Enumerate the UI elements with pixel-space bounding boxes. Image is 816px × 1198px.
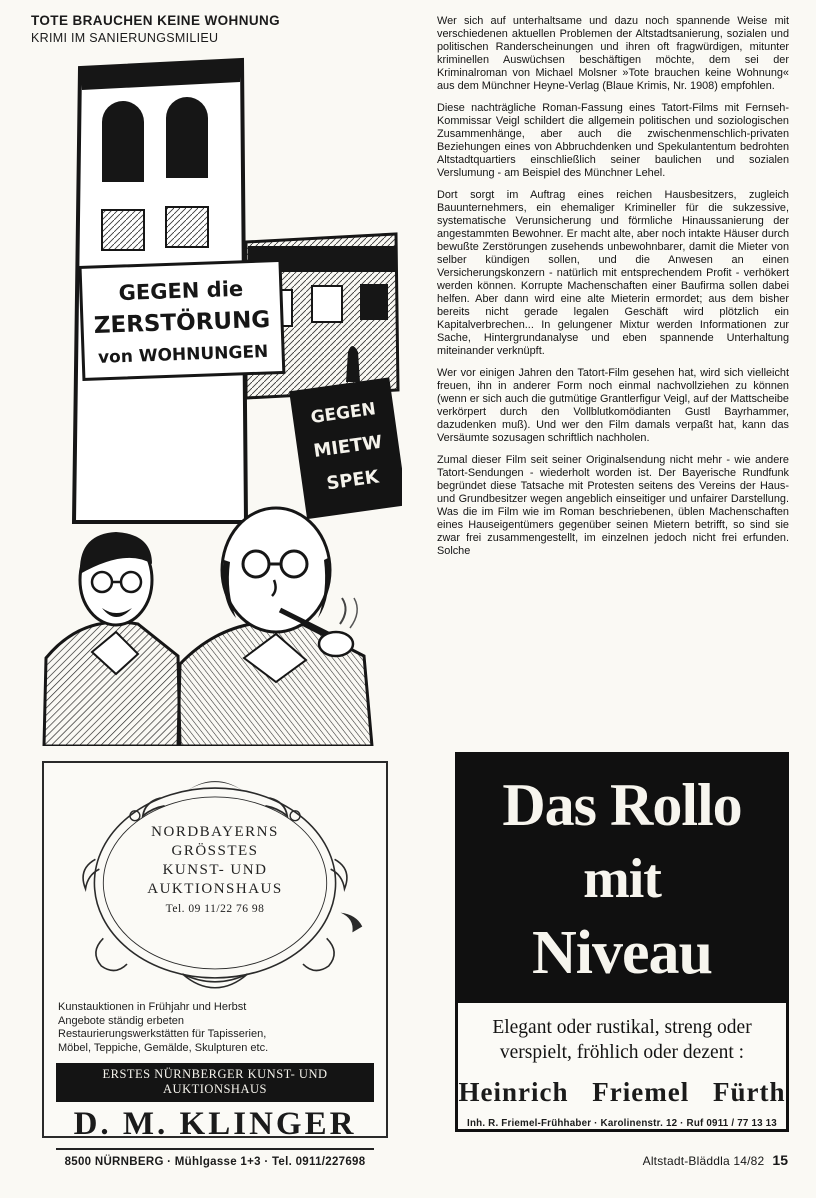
banner2-text-line2: MIETW (312, 431, 384, 462)
klinger-phone: Tel. 09 11/22 76 98 (165, 903, 265, 915)
paragraph-4: Wer vor einigen Jahren den Tatort-Film gesehen hat, wird sich vielleicht freuen, ihn in anderer Form noch einmal nachvollziehen zu können (wenn er sich auch die gutmütige Grantlerfigur Veigl, auf der Mattscheibe verkörpert durch den Vollblutkomödianten Gustl Bayrhammer, dazudenken muß). Und wer den Film damals verpaßt hat, kann das Versäumte sozusagen schriftlich nachholen. (437, 367, 789, 444)
paragraph-3: Dort sorgt im Auftrag eines reichen Hausbesitzers, zugleich Bauunternehmers, ein ehemaliger Krimineller für die sukzessive, systematische Verunsicherung und förmliche Hinaussanierung der angestammten Bewohner. Er macht alte, aber noch intakte Häuser durch bewußte Zerstörungen zusehends unbewohnbarer, damit die Mieter von selber kündigen sollen, und die Anwesen an einen Versicherungskonzern - natürlich mit entsprechendem Profit - verhökert werden können. Korrupte Machenschaften einer Baufirma sollen dabei helfen. Aber dann wird eine alte Mieterin ermordet; aus dem bisher bereits nicht gerade legalen Geschäft wird plötzlich ein Kapitalverbrechen... In gelungener Mixtur werden Informationen zur Sache, Hintergrundanalyse und eben spannende Unterhaltung miteinander verknüpft. (437, 189, 789, 357)
protest-drawing-illustration (30, 52, 402, 746)
klinger-body-text (58, 1001, 372, 1055)
klinger-band: ERSTES NÜRNBERGER KUNST- UND AUKTIONSHAUS (56, 1063, 374, 1102)
page-number: 15 (772, 1152, 788, 1168)
paragraph-5: Zumal dieser Film seit seiner Originalsendung nicht mehr - wie andere Tatort-Sendungen - wiederholt worden ist. Der Bayerische Rundfunk begründet diese Tatsache mit Protesten seitens des Vereins der Haus- und Grundbesitzer wegen angeblich einseitiger und unfairer Darstellung. Was die im Film wie im Roman beschriebenen, üblen Machenschaften eines Hauseigentümers gegenüber seinen Mietern betrifft, so sind sie zwar frei zusammengestellt, im einzelnen jedoch nicht frei erfunden. Solche (437, 454, 789, 557)
paragraph-1: Wer sich auf unterhaltsame und dazu noch spannende Weise mit verschiedenen aktuellen Problemen der Altstadtsanierung, sozialen und politischen Randerscheinungen und ihren oft fragwürdigen, mitunter kriminellen Auswüchsen beschäftigen möchte, dem sei der Kriminalroman von Michael Molsner »Tote brauchen keine Wohnung« aus dem Münchner Heyne-Verlag (Blaue Krimis, Nr. 1908) empfohlen. (437, 15, 789, 92)
rollo-headline-block (458, 755, 786, 1003)
rollo-tagline-line2: verspielt, fröhlich oder dezent : (499, 1042, 745, 1063)
klinger-divider (56, 1148, 374, 1150)
klinger-body-line4: Möbel, Teppiche, Gemälde, Skulpturen etc. (58, 1041, 269, 1054)
article-title: TOTE BRAUCHEN KEINE WOHNUNG (31, 13, 281, 28)
man-with-mustache (44, 532, 180, 746)
banner2-text-line3: SPEK (325, 466, 381, 495)
article-illustration (30, 52, 402, 746)
article-subtitle: KRIMI IM SANIERUNGSMILIEU (31, 31, 219, 45)
rollo-info-block (458, 1003, 786, 1129)
klinger-advertisement (42, 761, 388, 1168)
klinger-header-line2: GRÖSSTES (171, 843, 259, 859)
page-footer (643, 1152, 788, 1168)
klinger-company-name: D. M. KLINGER (73, 1106, 357, 1142)
klinger-header-line1: NORDBAYERNS (151, 824, 279, 840)
klinger-body-line1: Kunstauktionen in Frühjahr und Herbst (58, 1001, 247, 1013)
magazine-title: Altstadt-Bläddla 14/82 (642, 1154, 765, 1168)
protest-banner-main (80, 260, 284, 379)
window-dark-left (102, 101, 144, 182)
window-dark-right (166, 97, 208, 178)
klinger-body-line2: Angebote ständig erbeten (58, 1014, 184, 1027)
rollo-company-name: Heinrich Friemel Fürth (458, 1077, 786, 1107)
klinger-header-line4: AUKTIONSHAUS (147, 881, 283, 897)
rollo-contact-details: Inh. R. Friemel-Frühhaber · Karolinenstr. 12 · Ruf 0911 / 77 13 13 (467, 1118, 777, 1129)
banner-text-line3: von WOHNUNGEN (97, 341, 269, 368)
window-hatched-2 (166, 207, 208, 247)
banner-text-line2: ZERSTÖRUNG (93, 306, 271, 340)
rollo-advertisement (455, 752, 789, 1132)
wing-window-2 (312, 286, 342, 322)
window-hatched-1 (102, 210, 144, 250)
article-header (31, 13, 411, 45)
banner2-text-line1: GEGEN (309, 399, 378, 429)
klinger-ornamental-frame (44, 763, 386, 999)
wing-window-3 (360, 284, 388, 320)
klinger-frame-text (44, 823, 386, 915)
paragraph-2: Diese nachträgliche Roman-Fassung eines Tatort-Films mit Fernseh-Kommissar Veigl schildert die allgemein politischen und soziologischen Zusammenhänge, aber auch die zwischenmenschlich-privaten Beziehungen eines von Abbruchdenken und Spekulantentum bedrohten Altstadtquartiers einschließlich seiner baulichen und sozialen Verslumung - am Beispiel des Münchner Lehel. (437, 102, 789, 179)
klinger-address: 8500 NÜRNBERG · Mühlgasse 1+3 · Tel. 0911/227698 (64, 1156, 366, 1168)
rollo-headline-line3: Niveau (532, 919, 712, 987)
article-body (437, 15, 789, 567)
banner-text-line1: GEGEN die (118, 276, 244, 306)
rollo-tagline-line1: Elegant oder rustikal, streng oder (492, 1017, 752, 1038)
rollo-headline-line1: Das Rollo (502, 772, 742, 838)
klinger-body-line3: Restaurierungswerkstätten für Tapisserien, (58, 1028, 267, 1040)
rollo-headline-line2: mit (583, 848, 661, 910)
bald-man-with-cigarillo (178, 508, 372, 746)
protest-banner-secondary (290, 378, 402, 519)
klinger-header-line3: KUNST- UND (162, 862, 268, 878)
